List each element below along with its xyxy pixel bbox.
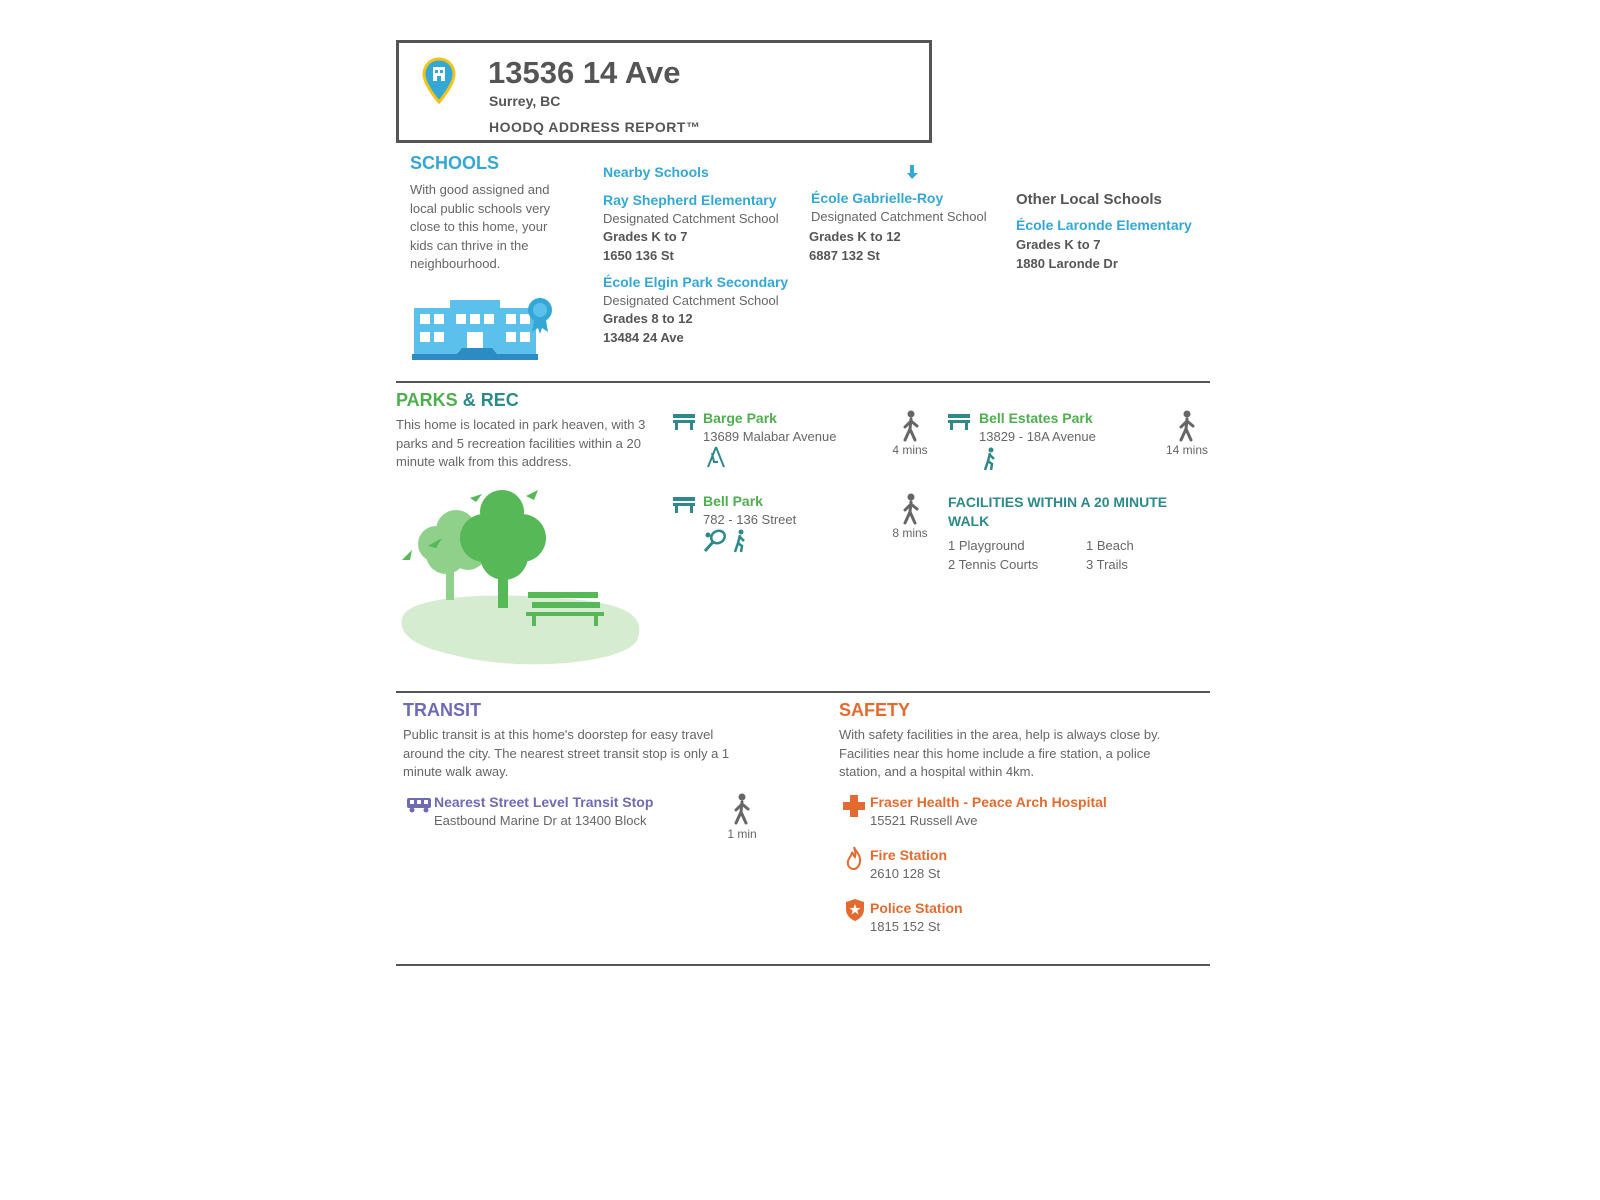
- hiker-icon: [983, 447, 997, 471]
- school-name[interactable]: École Laronde Elementary: [1016, 217, 1192, 233]
- school-address: 13484 24 Ave: [603, 330, 684, 345]
- facility-item: 1 Playground: [948, 538, 1025, 553]
- parks-title: [396, 390, 519, 411]
- school-address: 6887 132 St: [809, 248, 880, 263]
- safety-facility-address: 2610 128 St: [870, 866, 941, 881]
- park-address: 782 - 136 Street: [703, 512, 797, 527]
- school-type: Designated Catchment School: [603, 211, 779, 226]
- school-name[interactable]: École Gabrielle-Roy: [811, 190, 944, 206]
- facility-item: 1 Beach: [1086, 538, 1134, 553]
- walking-person-icon: [1176, 410, 1198, 442]
- parks-title-a: PARKS: [396, 390, 458, 410]
- report-label: HOODQ ADDRESS REPORT™: [489, 119, 701, 135]
- park-name[interactable]: Bell Estates Park: [979, 410, 1093, 426]
- school-type: Designated Catchment School: [811, 209, 987, 224]
- hiker-icon: [733, 529, 747, 553]
- safety-facility-address: 1815 152 St: [870, 919, 941, 934]
- walk-time: 4 mins: [892, 443, 928, 457]
- nearby-schools-label: Nearby Schools: [603, 164, 709, 180]
- walking-person-icon: [900, 493, 922, 525]
- bench-icon: [948, 414, 970, 430]
- park-name[interactable]: Bell Park: [703, 493, 763, 509]
- school-type: Designated Catchment School: [603, 293, 779, 308]
- police-badge-icon: [845, 898, 865, 922]
- school-name[interactable]: Ray Shepherd Elementary: [603, 192, 777, 208]
- section-divider: [396, 691, 1210, 693]
- bench-icon: [673, 414, 695, 430]
- section-divider: [396, 381, 1210, 383]
- parks-description: This home is located in park heaven, with 3 parks and 5 recreation facilities within a 20 minute walk from this address.: [396, 417, 646, 469]
- bus-icon: [407, 797, 431, 813]
- bench-icon: [673, 497, 695, 513]
- address-title: 13536 14 Ave: [488, 55, 681, 90]
- school-grades: Grades K to 7: [1016, 237, 1101, 252]
- facilities-title: FACILITIES WITHIN A 20 MINUTE WALK: [948, 494, 1168, 529]
- walking-person-icon: [731, 793, 753, 825]
- playground-swing-icon: [706, 446, 726, 468]
- safety-facility-address: 15521 Russell Ave: [870, 813, 978, 828]
- address-city: Surrey, BC: [489, 93, 561, 109]
- section-divider: [396, 964, 1210, 966]
- location-pin-icon: [422, 57, 456, 105]
- walk-time: 14 mins: [1165, 443, 1209, 457]
- parks-title-b: & REC: [457, 390, 519, 410]
- walk-time: 8 mins: [892, 526, 928, 540]
- safety-facility-name[interactable]: Fire Station: [870, 847, 948, 863]
- other-schools-label: Other Local Schools: [1016, 191, 1162, 208]
- park-trees-illustration-icon: [398, 488, 644, 672]
- schools-description: With good assigned and local public schools very close to this home, your kids can thrive in the neighbourhood.: [410, 182, 551, 271]
- facility-item: 3 Trails: [1086, 557, 1128, 572]
- safety-description: With safety facilities in the area, help is always close by. Facilities near this home include a fire station, a police station, and a hospital within 4km.: [839, 727, 1161, 779]
- park-name[interactable]: Barge Park: [703, 410, 777, 426]
- school-grades: Grades K to 7: [603, 229, 688, 244]
- transit-title: TRANSIT: [403, 700, 481, 720]
- school-address: 1650 136 St: [603, 248, 674, 263]
- flame-icon: [846, 846, 862, 870]
- school-grades: Grades K to 12: [809, 229, 901, 244]
- transit-stop-address: Eastbound Marine Dr at 13400 Block: [434, 813, 647, 828]
- arrow-down-icon: [906, 164, 920, 180]
- transit-stop-name[interactable]: Nearest Street Level Transit Stop: [434, 794, 654, 810]
- school-address: 1880 Laronde Dr: [1016, 256, 1118, 271]
- safety-facility-name[interactable]: Police Station: [870, 900, 963, 916]
- hospital-cross-icon: [843, 795, 865, 817]
- tennis-racket-icon: [703, 529, 727, 553]
- school-name[interactable]: École Elgin Park Secondary: [603, 274, 789, 290]
- walking-person-icon: [900, 410, 922, 442]
- park-address: 13689 Malabar Avenue: [703, 429, 837, 444]
- facility-item: 2 Tennis Courts: [948, 557, 1039, 572]
- schools-title: SCHOOLS: [410, 153, 500, 173]
- school-grades: Grades 8 to 12: [603, 311, 693, 326]
- park-address: 13829 - 18A Avenue: [979, 429, 1096, 444]
- transit-description: Public transit is at this home's doorstep for easy travel around the city. The nearest street transit stop is only a 1 minute walk away.: [403, 727, 730, 779]
- safety-title: SAFETY: [839, 700, 911, 720]
- safety-facility-name[interactable]: Fraser Health - Peace Arch Hospital: [870, 794, 1107, 810]
- school-building-icon: [412, 296, 556, 364]
- walk-time: 1 min: [727, 827, 757, 841]
